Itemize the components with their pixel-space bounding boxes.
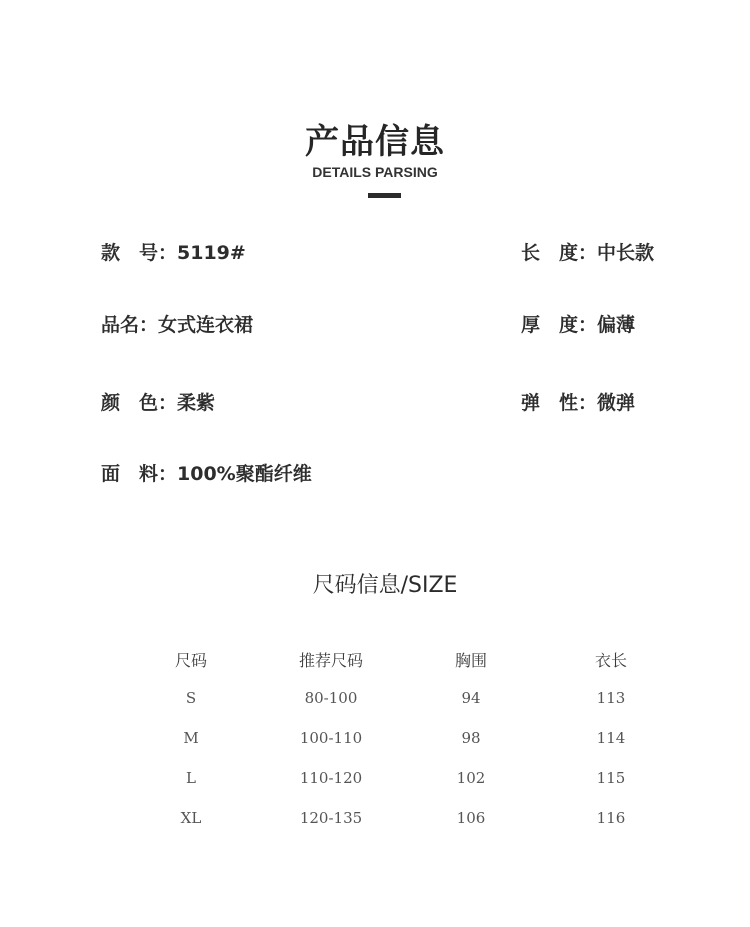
cell-size: M xyxy=(183,729,199,747)
cell-length: 115 xyxy=(596,769,626,787)
attr-style-no-label: 款 号： xyxy=(101,242,178,264)
attr-color-value: 柔紫 xyxy=(177,392,216,414)
cell-size: S xyxy=(185,689,197,707)
cell-length: 114 xyxy=(596,729,626,747)
attr-style-no xyxy=(101,238,246,265)
cell-recommended: 80-100 xyxy=(304,689,358,707)
page-title: 产品信息 xyxy=(305,122,445,162)
cell-size: XL xyxy=(180,809,202,827)
attr-name xyxy=(101,310,253,337)
cell-length: 116 xyxy=(596,809,626,827)
attr-fabric-value: 100%聚酯纤维 xyxy=(177,463,312,485)
attr-style-no-value: 5119# xyxy=(177,242,246,264)
cell-length: 113 xyxy=(596,689,626,707)
cell-size: L xyxy=(186,769,196,787)
cell-bust: 106 xyxy=(456,809,486,827)
attr-fabric xyxy=(101,459,312,486)
header-recommended-size: 推荐尺码 xyxy=(298,651,363,670)
cell-recommended: 100-110 xyxy=(299,729,363,747)
attr-length-value: 中长款 xyxy=(597,242,655,264)
attr-name-value: 女式连衣裙 xyxy=(158,314,254,336)
attr-length xyxy=(521,238,654,265)
attr-length-label: 长 度： xyxy=(521,242,598,264)
size-table-title: 尺码信息/SIZE xyxy=(312,573,458,598)
header-length: 衣长 xyxy=(594,651,627,670)
attr-elasticity xyxy=(521,388,635,415)
header-bust: 胸围 xyxy=(454,651,487,670)
attr-name-label: 品名： xyxy=(101,314,159,336)
attr-color-label: 颜 色： xyxy=(101,392,178,414)
attr-thickness xyxy=(521,310,635,337)
attr-color xyxy=(101,388,215,415)
cell-bust: 94 xyxy=(461,689,481,707)
attr-elasticity-label: 弹 性： xyxy=(521,392,598,414)
attr-thickness-value: 偏薄 xyxy=(597,314,636,336)
attr-fabric-label: 面 料： xyxy=(101,463,178,485)
header-size: 尺码 xyxy=(174,651,207,670)
cell-recommended: 110-120 xyxy=(299,769,363,787)
cell-bust: 98 xyxy=(461,729,481,747)
cell-recommended: 120-135 xyxy=(299,809,363,827)
attr-elasticity-value: 微弹 xyxy=(597,392,636,414)
title-underline xyxy=(368,193,401,198)
page-subtitle: DETAILS PARSING xyxy=(312,164,438,180)
attr-thickness-label: 厚 度： xyxy=(521,314,598,336)
cell-bust: 102 xyxy=(456,769,486,787)
